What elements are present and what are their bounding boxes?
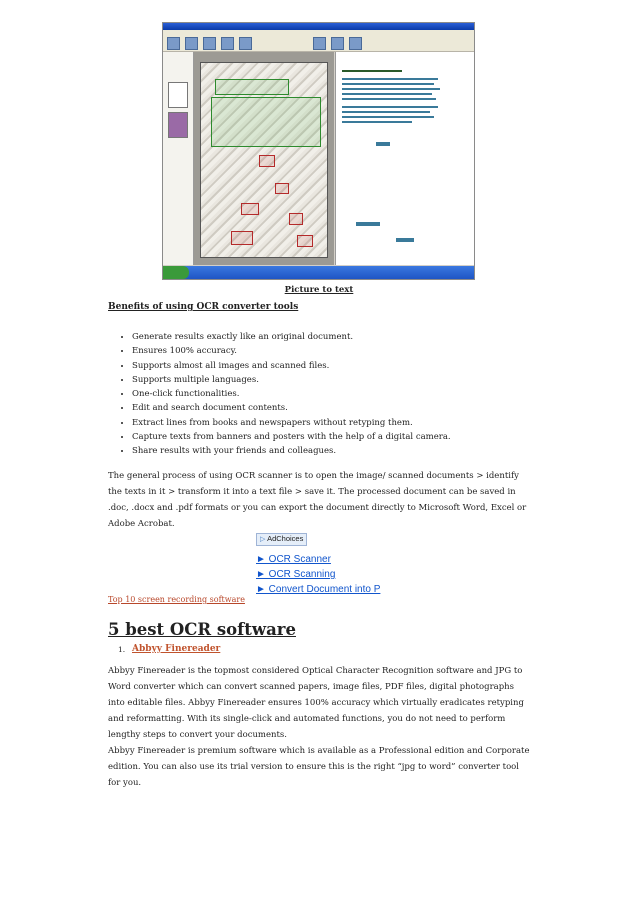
adchoices-label: AdChoices: [267, 534, 304, 543]
list-item: • Share results with your friends and colleagues.: [132, 444, 451, 458]
picture-zone: [275, 183, 289, 194]
toolbar-save-icon: [221, 37, 234, 50]
recognized-text-line: [356, 222, 380, 226]
page-thumbnail-selected: [168, 112, 188, 138]
ad-block: [256, 526, 380, 597]
list-item: • Supports multiple languages.: [132, 373, 451, 387]
ad-links: [256, 552, 380, 597]
picture-zone: [241, 203, 259, 215]
recognized-text-line: [342, 93, 432, 95]
picture-zone: [231, 231, 253, 245]
list-number: 1.: [118, 645, 126, 654]
text-zone: [211, 97, 321, 147]
screenshot-pages-pane: [163, 52, 194, 265]
benefits-list: [108, 330, 451, 459]
picture-zone: [259, 155, 275, 167]
ad-link-ocr-scanning[interactable]: ► OCR Scanning: [256, 569, 336, 580]
screenshot-text-pane: [335, 52, 474, 265]
recognized-text-line: [342, 98, 436, 100]
screenshot-toolbar: [163, 34, 474, 52]
ad-link-convert-document[interactable]: ► Convert Document into P: [256, 584, 381, 595]
adchoices-badge[interactable]: [256, 533, 307, 546]
toolbar-send-icon: [239, 37, 252, 50]
text-zone: [215, 79, 289, 95]
abbyy-paragraph: Abbyy Finereader is premium software which is available as a Professional edition and Corporate edition. You can also use its trial version to ensure this is the right “jpg to word” converter tool for you.: [108, 746, 530, 788]
list-item: • Capture texts from banners and posters with the help of a digital camera.: [132, 430, 451, 444]
screenshot-image-pane: [194, 52, 334, 265]
play-triangle-icon: ▷: [260, 536, 266, 543]
toolbar-scan-icon: [185, 37, 198, 50]
software-list: [108, 644, 220, 654]
recognized-text-line: [342, 106, 438, 108]
recognized-text-line: [342, 111, 430, 113]
ad-link-ocr-scanner[interactable]: ► OCR Scanner: [256, 554, 331, 565]
picture-zone: [297, 235, 313, 247]
list-item: • One-click functionalities.: [132, 387, 451, 401]
recognized-text-line: [342, 116, 434, 118]
recognized-text-line: [342, 121, 412, 123]
toolbar-zoom-icon: [313, 37, 326, 50]
ocr-app-screenshot: [162, 22, 475, 280]
list-item: • Generate results exactly like an original document.: [132, 330, 451, 344]
scanned-page: [200, 62, 328, 258]
toolbar-rotate-icon: [331, 37, 344, 50]
related-article-link[interactable]: Top 10 screen recording software: [108, 595, 245, 604]
page-thumbnail: [168, 82, 188, 108]
benefits-heading: Benefits of using OCR converter tools: [108, 302, 299, 312]
screenshot-taskbar: [163, 266, 474, 279]
toolbar-read-icon: [203, 37, 216, 50]
recognized-text-line: [342, 70, 402, 72]
list-item: [118, 644, 221, 654]
list-item: • Edit and search document contents.: [132, 401, 451, 415]
start-button-icon: [163, 266, 189, 279]
recognized-text-line: [376, 142, 390, 146]
list-item: • Supports almost all images and scanned files.: [132, 359, 451, 373]
list-item: • Ensures 100% accuracy.: [132, 344, 451, 358]
recognized-text-line: [342, 78, 438, 80]
recognized-text-line: [396, 238, 414, 242]
recognized-text-line: [342, 83, 434, 85]
screenshot-titlebar: [163, 23, 474, 30]
figure-caption: Picture to text: [284, 285, 354, 295]
abbyy-finereader-link[interactable]: Abbyy Finereader: [132, 644, 221, 654]
toolbar-open-icon: [167, 37, 180, 50]
abbyy-paragraph: Abbyy Finereader is the topmost considered Optical Character Recognition software and JPG to Word converter which can convert scanned papers, image files, PDF files, digital photographs into editable files. Abbyy Finereader ensures 100% accuracy which virtually eradicates retyping and reformatting. With its single-click and automated functions, you do not need to perform lengthy steps to convert your documents.: [108, 666, 524, 740]
list-item: • Extract lines from books and newspapers without retyping them.: [132, 416, 451, 430]
process-paragraph: The general process of using OCR scanner is to open the image/ scanned documents > identify the texts in it > transform it into a text file > save it. The processed document can be saved in .doc, .docx and .pdf formats or you can export the document directly to Microsoft Word, Excel or Adobe Acrobat.: [108, 471, 527, 529]
section-title: 5 best OCR software: [108, 620, 296, 639]
picture-zone: [289, 213, 303, 225]
recognized-text-line: [342, 88, 440, 90]
toolbar-help-icon: [349, 37, 362, 50]
